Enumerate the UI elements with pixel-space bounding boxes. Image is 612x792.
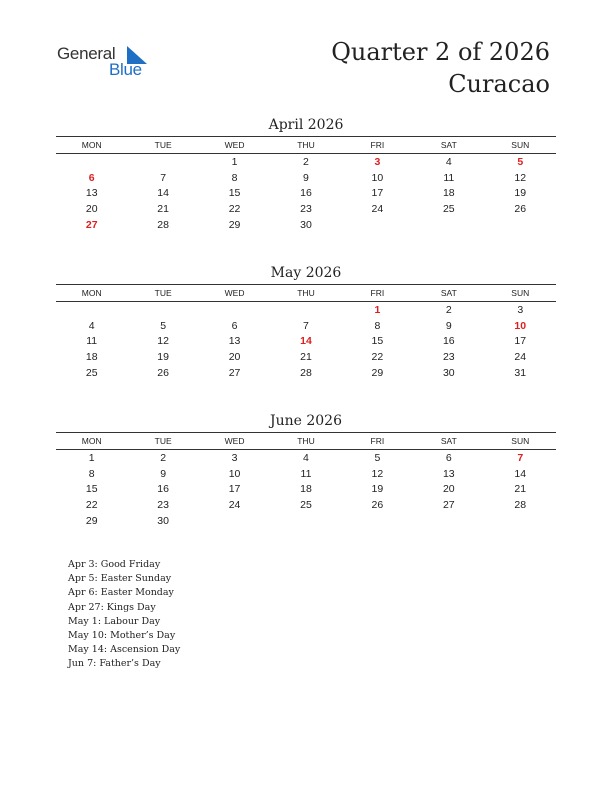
week-row (56, 466, 556, 482)
day-cell: 10 (514, 319, 527, 332)
day-cell: 6 (445, 451, 452, 464)
day-cell: 4 (88, 319, 95, 332)
day-cell: 21 (300, 351, 312, 364)
day-cell: 1 (231, 155, 238, 168)
day-cell: 24 (514, 351, 527, 364)
week-row (56, 201, 556, 217)
holiday-item: Apr 5: Easter Sunday (68, 573, 172, 585)
week-row (56, 186, 556, 202)
day-cell: 19 (514, 187, 527, 200)
day-cell: 25 (85, 367, 98, 380)
day-cell: 13 (85, 187, 98, 200)
month-april (56, 116, 556, 233)
day-cell: 26 (514, 203, 527, 216)
month-title: May 2026 (270, 265, 342, 281)
calendar-grid (56, 284, 556, 381)
day-cell: 9 (160, 467, 167, 480)
day-cell: 7 (160, 171, 167, 184)
day-cell: 24 (228, 499, 241, 512)
empty-cell (127, 302, 198, 318)
empty-cell (270, 302, 341, 318)
day-cell: 4 (445, 155, 452, 168)
day-cell: 21 (157, 203, 169, 216)
day-cell: 30 (300, 219, 312, 232)
week-row (56, 334, 556, 350)
empty-cell (413, 513, 484, 529)
day-cell: 28 (514, 499, 527, 512)
weekday-mon: MON (56, 433, 127, 450)
day-cell: 11 (86, 335, 98, 348)
holiday-item: Jun 7: Father’s Day (68, 658, 161, 670)
holiday-item: Apr 6: Easter Monday (68, 587, 174, 599)
week-row (56, 170, 556, 186)
empty-cell (485, 513, 556, 529)
weekday-sat: SAT (413, 433, 484, 450)
holiday-item: May 10: Mother’s Day (68, 630, 176, 642)
day-cell: 7 (517, 451, 524, 464)
week-row (56, 302, 556, 318)
day-cell: 21 (514, 483, 527, 496)
day-cell: 22 (228, 203, 241, 216)
holiday-item: May 14: Ascension Day (68, 644, 181, 656)
empty-cell (199, 302, 270, 318)
day-cell: 19 (371, 483, 384, 496)
day-cell: 18 (300, 483, 312, 496)
day-cell: 29 (85, 515, 98, 528)
weekday-wed: WED (199, 137, 270, 154)
month-title: June 2026 (269, 413, 342, 429)
day-cell: 17 (514, 335, 527, 348)
day-cell: 3 (231, 451, 238, 464)
day-cell: 29 (228, 219, 241, 232)
day-cell: 25 (442, 203, 455, 216)
day-cell: 30 (157, 515, 169, 528)
day-cell: 9 (303, 171, 309, 184)
weekday-sun: SUN (485, 433, 556, 450)
week-row (56, 513, 556, 529)
day-cell: 11 (300, 467, 312, 480)
day-cell: 23 (157, 499, 169, 512)
day-cell: 17 (371, 187, 384, 200)
weekday-wed: WED (199, 433, 270, 450)
empty-cell (342, 217, 413, 233)
day-cell: 12 (371, 467, 384, 480)
weekday-mon: MON (56, 285, 127, 302)
day-cell: 2 (445, 303, 452, 316)
holiday-item: May 1: Labour Day (68, 615, 161, 627)
day-cell: 3 (374, 155, 381, 168)
day-cell: 1 (88, 451, 95, 464)
day-cell: 28 (300, 367, 312, 380)
calendar-grid (56, 432, 556, 529)
weekday-thu: THU (270, 137, 341, 154)
week-row (56, 217, 556, 233)
day-cell: 25 (300, 499, 312, 512)
day-cell: 31 (514, 367, 527, 380)
day-cell: 20 (85, 203, 98, 216)
day-cell: 18 (85, 351, 98, 364)
holiday-list (68, 558, 180, 672)
month-may (56, 264, 556, 381)
empty-cell (342, 513, 413, 529)
weekday-fri: FRI (342, 137, 413, 154)
weekday-thu: THU (270, 433, 341, 450)
page-title (331, 36, 550, 100)
day-cell: 12 (157, 335, 169, 348)
day-cell: 14 (514, 467, 527, 480)
week-row (56, 497, 556, 513)
day-cell: 4 (303, 451, 309, 464)
day-cell: 5 (160, 319, 167, 332)
empty-cell (56, 302, 127, 318)
weekday-tue: TUE (127, 433, 198, 450)
day-cell: 29 (371, 367, 384, 380)
day-cell: 8 (374, 319, 381, 332)
day-cell: 26 (157, 367, 169, 380)
day-cell: 17 (228, 483, 241, 496)
weekday-fri: FRI (342, 285, 413, 302)
day-cell: 19 (157, 351, 169, 364)
title-country: Curacao (448, 70, 550, 98)
day-cell: 15 (228, 187, 241, 200)
weekday-thu: THU (270, 285, 341, 302)
week-row (56, 154, 556, 170)
month-title: April 2026 (268, 117, 344, 133)
title-quarter: Quarter 2 of 2026 (331, 38, 550, 66)
day-cell: 3 (517, 303, 524, 316)
day-cell: 28 (157, 219, 169, 232)
empty-cell (56, 154, 127, 170)
day-cell: 2 (160, 451, 167, 464)
day-cell: 10 (371, 171, 384, 184)
day-cell: 13 (228, 335, 241, 348)
logo (57, 44, 157, 82)
day-cell: 5 (374, 451, 381, 464)
weekday-header-row (56, 137, 556, 154)
week-row (56, 318, 556, 334)
weekday-sun: SUN (485, 285, 556, 302)
day-cell: 11 (443, 171, 455, 184)
day-cell: 13 (442, 467, 455, 480)
week-row (56, 365, 556, 381)
day-cell: 27 (228, 367, 241, 380)
weekday-sat: SAT (413, 285, 484, 302)
day-cell: 26 (371, 499, 384, 512)
week-row (56, 482, 556, 498)
weekday-sat: SAT (413, 137, 484, 154)
month-june (56, 412, 556, 529)
day-cell: 20 (442, 483, 455, 496)
day-cell: 10 (228, 467, 241, 480)
weekday-tue: TUE (127, 285, 198, 302)
empty-cell (485, 217, 556, 233)
logo-text-general: General (57, 44, 116, 63)
calendar-grid (56, 136, 556, 233)
day-cell: 15 (85, 483, 98, 496)
empty-cell (413, 217, 484, 233)
day-cell: 23 (300, 203, 312, 216)
day-cell: 6 (231, 319, 238, 332)
day-cell: 16 (300, 187, 312, 200)
week-row (56, 450, 556, 466)
weekday-tue: TUE (127, 137, 198, 154)
day-cell: 22 (371, 351, 384, 364)
empty-cell (270, 513, 341, 529)
day-cell: 8 (231, 171, 238, 184)
day-cell: 12 (514, 171, 527, 184)
weekday-wed: WED (199, 285, 270, 302)
day-cell: 15 (371, 335, 384, 348)
holiday-item: Apr 27: Kings Day (68, 601, 156, 613)
day-cell: 18 (442, 187, 455, 200)
day-cell: 7 (303, 319, 309, 332)
empty-cell (127, 154, 198, 170)
day-cell: 16 (442, 335, 455, 348)
day-cell: 16 (157, 483, 169, 496)
day-cell: 14 (300, 335, 312, 348)
day-cell: 30 (442, 367, 455, 380)
day-cell: 22 (85, 499, 98, 512)
day-cell: 8 (88, 467, 95, 480)
day-cell: 23 (442, 351, 455, 364)
empty-cell (199, 513, 270, 529)
day-cell: 1 (374, 303, 381, 316)
weekday-fri: FRI (342, 433, 413, 450)
weekday-header-row (56, 433, 556, 450)
day-cell: 27 (442, 499, 455, 512)
day-cell: 14 (157, 187, 169, 200)
day-cell: 20 (228, 351, 241, 364)
day-cell: 5 (517, 155, 524, 168)
weekday-mon: MON (56, 137, 127, 154)
day-cell: 27 (85, 219, 98, 232)
weekday-header-row (56, 285, 556, 302)
week-row (56, 349, 556, 365)
day-cell: 24 (371, 203, 384, 216)
holiday-item: Apr 3: Good Friday (68, 559, 161, 570)
weekday-sun: SUN (485, 137, 556, 154)
day-cell: 9 (445, 319, 452, 332)
logo-text-blue: Blue (109, 60, 142, 79)
day-cell: 6 (88, 171, 95, 184)
day-cell: 2 (303, 155, 309, 168)
